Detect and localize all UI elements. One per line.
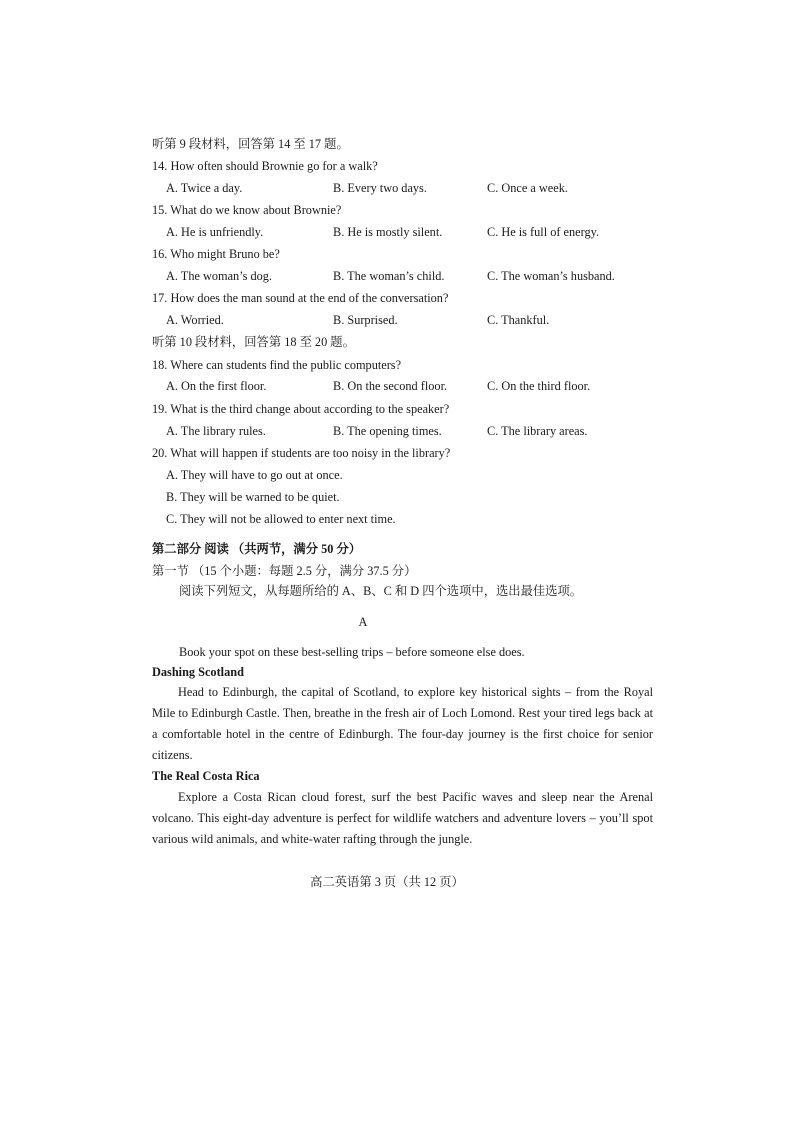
question-16: 16. Who might Bruno be? [152,247,280,261]
q14-option-c: C. Once a week. [487,181,568,195]
q17-option-a: A. Worried. [166,313,224,327]
q14-option-b: B. Every two days. [333,181,427,195]
trip1-body: Head to Edinburgh, the capital of Scotland, to explore key historical sights – from the Royal Mile to Edinburgh Castle. Then, breathe in the fresh air of Loch Lomond. Rest your tired legs back at a comfortable hotel in the centre of Edinburgh. The four-day journey is the first choice for senior citizens. [152,685,653,762]
passage-letter: A [358,615,368,629]
q14-option-a: A. Twice a day. [166,181,243,195]
reading-instructions: 阅读下列短文，从每题所给的 A、B、C 和 D 四个选项中，选出最佳选项。 [179,584,583,598]
q16-option-a: A. The woman’s dog. [166,269,272,283]
trip1-title: Dashing Scotland [152,665,244,679]
q19-option-c: C. The library areas. [487,424,588,438]
q17-option-c: C. Thankful. [487,313,550,327]
q15-option-b: B. He is mostly silent. [333,225,443,239]
q19-option-b: B. The opening times. [333,424,442,438]
trip2-title: The Real Costa Rica [152,769,260,783]
q20-option-c: C. They will not be allowed to enter next time. [166,512,396,526]
question-19: 19. What is the third change about according to the speaker? [152,402,450,416]
question-14: 14. How often should Brownie go for a walk? [152,159,378,173]
q20-option-b: B. They will be warned to be quiet. [166,490,340,504]
section10-heading: 听第 10 段材料，回答第 18 至 20 题。 [152,335,355,349]
q15-option-c: C. He is full of energy. [487,225,600,239]
question-20: 20. What will happen if students are too noisy in the library? [152,446,451,460]
q15-option-a: A. He is unfriendly. [166,225,264,239]
page-footer: 高二英语第 3 页（共 12 页） [310,875,464,889]
question-17: 17. How does the man sound at the end of the conversation? [152,291,449,305]
trip2-body: Explore a Costa Rican cloud forest, surf the best Pacific waves and sleep near the Arenal volcano. This eight-day adventure is perfect for wildlife watchers and adventure lovers – you’ll spot various wild animals, and white-water rafting through the jungle. [152,790,653,846]
question-15: 15. What do we know about Brownie? [152,203,342,217]
q19-option-a: A. The library rules. [166,424,266,438]
q20-option-a: A. They will have to go out at once. [166,468,343,482]
passage-intro: Book your spot on these best-selling trips – before someone else does. [179,645,525,659]
q17-option-b: B. Surprised. [333,313,398,327]
q16-option-b: B. The woman’s child. [333,269,445,283]
section9-heading: 听第 9 段材料，回答第 14 至 17 题。 [152,137,349,151]
reading-section-heading: 第一节 （15 个小题：每题 2.5 分，满分 37.5 分） [152,564,417,578]
reading-part-heading: 第二部分 阅读 （共两节，满分 50 分） [152,542,362,556]
question-18: 18. Where can students find the public computers? [152,358,402,372]
q18-option-b: B. On the second floor. [333,379,448,393]
q18-option-a: A. On the first floor. [166,379,267,393]
q16-option-c: C. The woman’s husband. [487,269,615,283]
q18-option-c: C. On the third floor. [487,379,591,393]
